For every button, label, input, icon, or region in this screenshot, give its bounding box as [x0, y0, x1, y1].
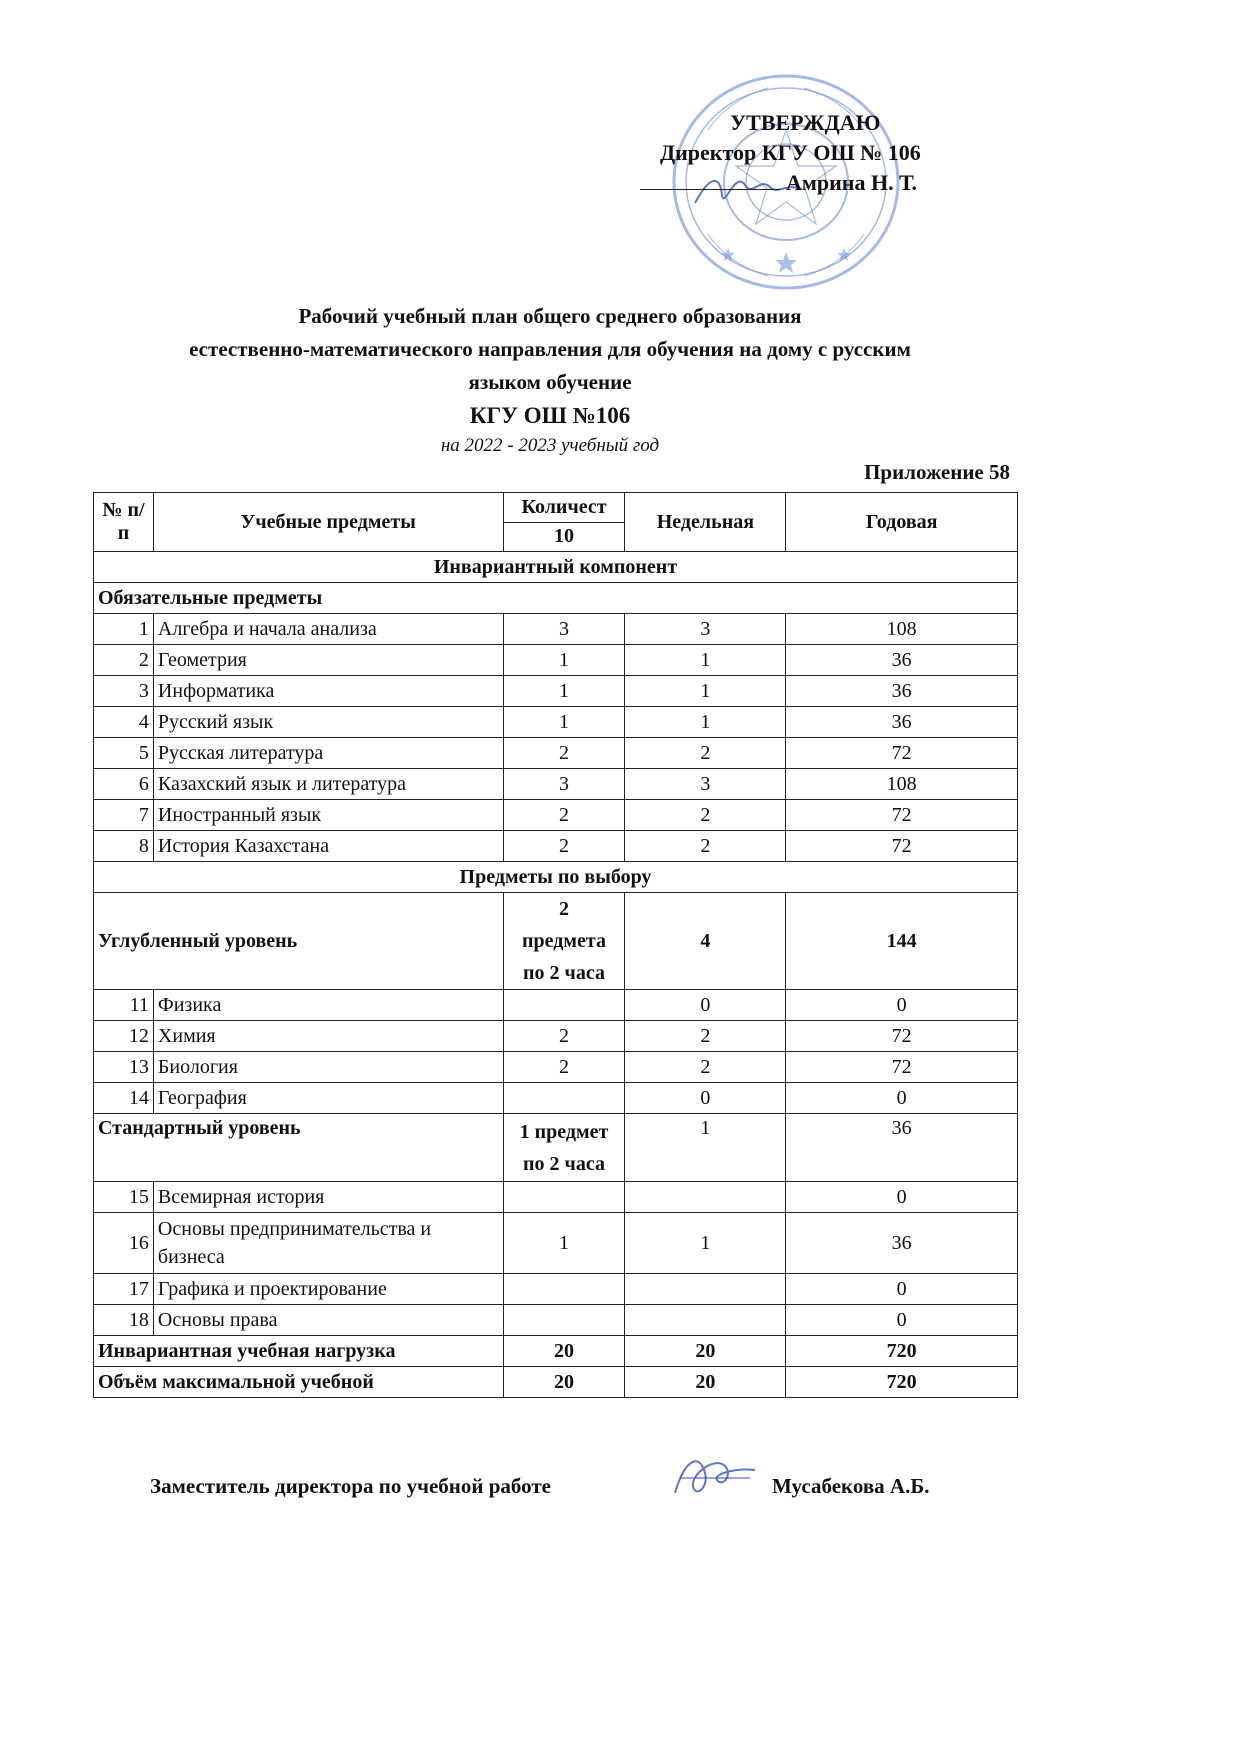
total-count: 20: [503, 1367, 625, 1398]
row-yearly: 72: [786, 738, 1018, 769]
total-label: Объём максимальной учебной: [94, 1367, 504, 1398]
table-row: [94, 738, 1018, 769]
row-yearly: 0: [786, 990, 1018, 1021]
row-subject: Информатика: [153, 676, 503, 707]
row-count: 1: [503, 707, 625, 738]
row-count: 2: [503, 1021, 625, 1052]
standard-level-count: [503, 1114, 625, 1182]
row-yearly: 72: [786, 1052, 1018, 1083]
table-row: [94, 831, 1018, 862]
row-weekly: 1: [625, 1213, 786, 1274]
section-electives: Предметы по выбору: [94, 862, 1018, 893]
table-row: [94, 1182, 1018, 1213]
approval-director-title: Директор КГУ ОШ № 106: [660, 140, 921, 165]
row-num: 1: [94, 614, 154, 645]
row-weekly: [625, 1182, 786, 1213]
row-yearly: 0: [786, 1182, 1018, 1213]
header-grade: 10: [503, 522, 625, 552]
header-yearly: Годовая: [786, 493, 1018, 552]
total-yearly: 720: [786, 1367, 1018, 1398]
total-weekly: 20: [625, 1336, 786, 1367]
row-weekly: 3: [625, 769, 786, 800]
advanced-level-count: [503, 893, 625, 990]
standard-count-line-1: 1 предмет: [519, 1120, 609, 1143]
table-row: [94, 614, 1018, 645]
table-row: [94, 645, 1018, 676]
standard-level-yearly: 36: [786, 1114, 1018, 1182]
row-weekly: 2: [625, 831, 786, 862]
row-yearly: 108: [786, 769, 1018, 800]
row-num: 16: [94, 1213, 154, 1274]
row-subject: Графика и проектирование: [153, 1274, 503, 1305]
row-num: 3: [94, 676, 154, 707]
row-subject: Биология: [153, 1052, 503, 1083]
row-count: [503, 1083, 625, 1114]
row-count: 3: [503, 769, 625, 800]
row-count: 2: [503, 738, 625, 769]
signature-blank-line: [640, 189, 780, 190]
row-num: 2: [94, 645, 154, 676]
row-count: 1: [503, 676, 625, 707]
row-count: 2: [503, 831, 625, 862]
row-subject: Русская литература: [153, 738, 503, 769]
advanced-count-line-3: по 2 часа: [523, 962, 605, 984]
row-num: 13: [94, 1052, 154, 1083]
row-yearly: 72: [786, 800, 1018, 831]
row-num: 14: [94, 1083, 154, 1114]
row-yearly: 36: [786, 676, 1018, 707]
row-subject: География: [153, 1083, 503, 1114]
footer-name: Мусабекова А.Б.: [772, 1474, 930, 1498]
table-row: [94, 1213, 1018, 1274]
group-mandatory: Обязательные предметы: [94, 583, 1018, 614]
row-weekly: 0: [625, 1083, 786, 1114]
row-subject: Химия: [153, 1021, 503, 1052]
row-weekly: [625, 1305, 786, 1336]
row-num: 15: [94, 1182, 154, 1213]
advanced-level-label: Углубленный уровень: [94, 893, 504, 990]
row-subject: Казахский язык и литература: [153, 769, 503, 800]
row-num: 5: [94, 738, 154, 769]
row-yearly: 0: [786, 1083, 1018, 1114]
standard-level-row: [94, 1114, 1018, 1182]
row-weekly: 1: [625, 645, 786, 676]
row-weekly: 0: [625, 990, 786, 1021]
row-yearly: 36: [786, 1213, 1018, 1274]
row-weekly: 1: [625, 676, 786, 707]
row-subject: Алгебра и начала анализа: [153, 614, 503, 645]
row-yearly: 36: [786, 707, 1018, 738]
title-line-2: естественно-математического направления для обучения на дому с русским: [189, 337, 911, 361]
table-row: [94, 1305, 1018, 1336]
standard-count-line-2: по 2 часа: [523, 1152, 605, 1175]
table-row: [94, 676, 1018, 707]
row-weekly: 1: [625, 707, 786, 738]
section-invariant: Инвариантный компонент: [94, 552, 1018, 583]
row-yearly: 0: [786, 1274, 1018, 1305]
title-line-1: Рабочий учебный план общего среднего образования: [298, 304, 802, 328]
row-count: [503, 1305, 625, 1336]
row-count: 1: [503, 645, 625, 676]
table-row: [94, 1052, 1018, 1083]
row-yearly: 108: [786, 614, 1018, 645]
row-weekly: 2: [625, 800, 786, 831]
row-num: 18: [94, 1305, 154, 1336]
row-subject: Основы предпринимательства и бизнеса: [153, 1213, 503, 1274]
table-row: [94, 1083, 1018, 1114]
title-academic-year: на 2022 - 2023 учебный год: [440, 435, 660, 456]
total-count: 20: [503, 1336, 625, 1367]
row-count: 3: [503, 614, 625, 645]
advanced-level-weekly: 4: [625, 893, 786, 990]
footer-role: Заместитель директора по учебной работе: [150, 1474, 551, 1498]
advanced-level-row: [94, 893, 1018, 990]
curriculum-table: [93, 492, 1018, 1398]
row-subject: Русский язык: [153, 707, 503, 738]
row-subject: Геометрия: [153, 645, 503, 676]
approval-block: [640, 108, 1020, 198]
table-row: [94, 707, 1018, 738]
advanced-count-line-2: предмета: [522, 930, 606, 952]
row-subject: Физика: [153, 990, 503, 1021]
row-subject: Основы права: [153, 1305, 503, 1336]
row-weekly: [625, 1274, 786, 1305]
row-num: 11: [94, 990, 154, 1021]
row-num: 17: [94, 1274, 154, 1305]
table-row: [94, 990, 1018, 1021]
row-weekly: 2: [625, 1021, 786, 1052]
title-line-3: языком обучение: [468, 370, 632, 394]
row-count: [503, 1182, 625, 1213]
row-subject: История Казахстана: [153, 831, 503, 862]
header-weekly: Недельная: [625, 493, 786, 552]
table-row: [94, 1021, 1018, 1052]
advanced-level-yearly: 144: [786, 893, 1018, 990]
header-num: № п/п: [94, 493, 154, 552]
document-title: [80, 300, 1020, 460]
table-row: [94, 800, 1018, 831]
title-school: КГУ ОШ №106: [469, 403, 631, 428]
row-yearly: 72: [786, 831, 1018, 862]
total-yearly: 720: [786, 1336, 1018, 1367]
row-count: 2: [503, 800, 625, 831]
row-count: 2: [503, 1052, 625, 1083]
row-weekly: 3: [625, 614, 786, 645]
table-row: [94, 769, 1018, 800]
approval-director-name: Амрина Н. Т.: [786, 170, 918, 195]
approval-heading: УТВЕРЖДАЮ: [730, 110, 881, 135]
row-yearly: 36: [786, 645, 1018, 676]
row-yearly: 72: [786, 1021, 1018, 1052]
row-count: 1: [503, 1213, 625, 1274]
total-label: Инвариантная учебная нагрузка: [94, 1336, 504, 1367]
appendix-label: Приложение 58: [864, 460, 1010, 484]
total-row: [94, 1367, 1018, 1398]
row-subject: Иностранный язык: [153, 800, 503, 831]
deputy-signature: [665, 1448, 760, 1508]
row-num: 7: [94, 800, 154, 831]
row-yearly: 0: [786, 1305, 1018, 1336]
row-weekly: 2: [625, 738, 786, 769]
advanced-count-line-1: 2: [559, 898, 569, 920]
row-count: [503, 990, 625, 1021]
header-subject: Учебные предметы: [153, 493, 503, 552]
row-subject: Всемирная история: [153, 1182, 503, 1213]
standard-level-weekly: 1: [625, 1114, 786, 1182]
table-row: [94, 1274, 1018, 1305]
row-weekly: 2: [625, 1052, 786, 1083]
row-num: 8: [94, 831, 154, 862]
row-num: 6: [94, 769, 154, 800]
total-row: [94, 1336, 1018, 1367]
row-count: [503, 1274, 625, 1305]
header-count: Количест: [503, 493, 625, 523]
row-num: 12: [94, 1021, 154, 1052]
row-num: 4: [94, 707, 154, 738]
approval-director-name-line: [640, 168, 1020, 198]
total-weekly: 20: [625, 1367, 786, 1398]
standard-level-label: Стандартный уровень: [94, 1114, 504, 1182]
